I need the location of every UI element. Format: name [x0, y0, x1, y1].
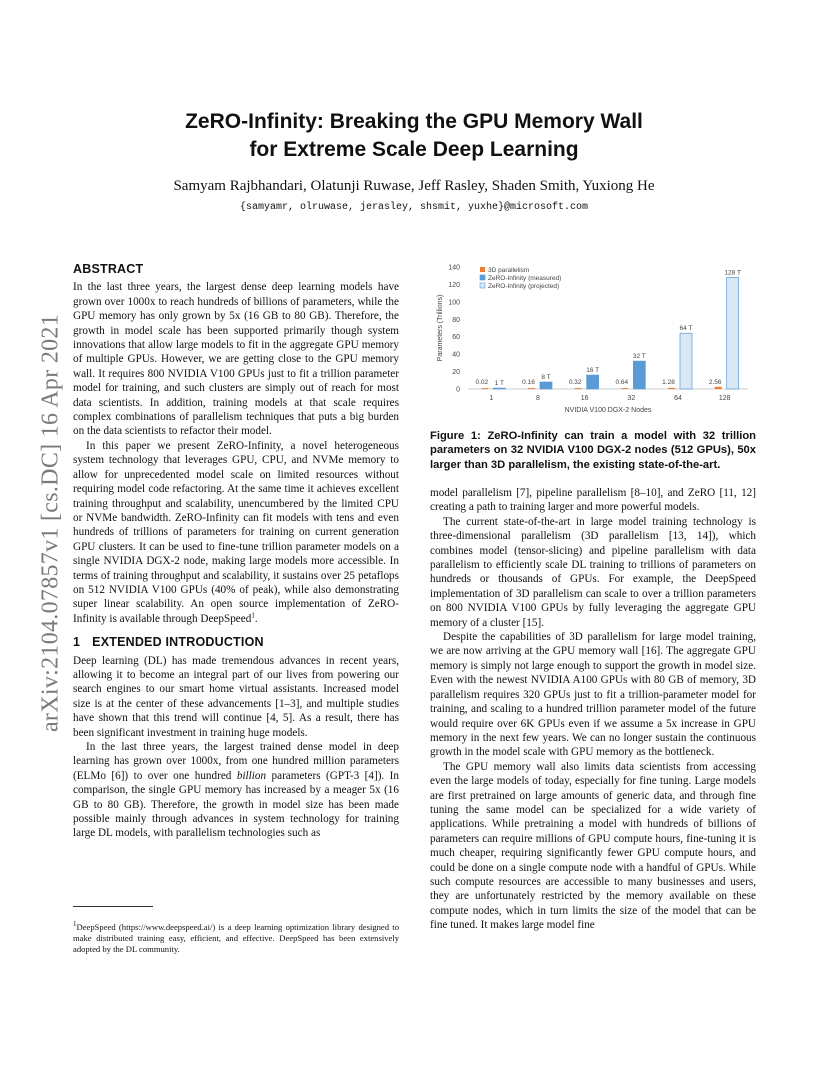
author-emails: {samyamr, olruwase, jerasley, shsmit, yuxhe}@microsoft.com [239, 202, 589, 213]
data-label: 0.16 [522, 379, 535, 386]
x-tick-label: 16 [580, 395, 589, 402]
x-tick-label: 64 [674, 395, 682, 402]
paper-title [0, 108, 828, 164]
abstract-heading: ABSTRACT [73, 262, 144, 276]
y-tick-label: 40 [452, 351, 460, 359]
intro-right-paragraph-3: Despite the capabilities of 3D parallelism for large model training, we are now arriving at the GPU memory wall [16]. The aggregate GPU memory is simply not large enough to support the growth in model size. Even with the newest NVIDIA A100 GPUs with 80 GB of memory, 3D parallelism requires 320 GPUs just to fit a trillion-parameter model for training, and scaling to a hundred trillion parameter model of the future would require over 6K GPUs even if we assume a 5x increase in GPU memory in the next few years. We can no longer sustain the continuous growth in the model scale with GPU memory as the bottleneck. [430, 631, 756, 759]
arxiv-stamp-text: arXiv:2104.07857v1 [cs.DC] 16 Apr 2021 [37, 313, 64, 732]
y-tick-label: 80 [452, 316, 460, 324]
data-label: 32 T [632, 353, 646, 361]
legend-label: ZeRO-Infinity (projected) [488, 283, 560, 290]
legend-swatch [480, 283, 485, 288]
section-title: EXTENDED INTRODUCTION [92, 635, 264, 650]
abstract-paragraph-2-text: In this paper we present ZeRO-Infinity, a novel heterogeneous system technology that leverages GPU, CPU, and NVMe memory to allow for unprecedented model scale on limited resources without requiring model code refactoring. At the same time it achieves excellent training throughput and scalability, unencumbered by the limited CPU or NVMe bandwidth. ZeRO-Infinity can fit models with tens and even hundreds of trillions of parameters for training on current generation GPU clusters. It can be used to fine-tune trillion parameter models on a single NVIDIA DGX-2 node, making large models more accessible. In terms of training throughput and scalability, it sustains over 25 petaflops on 512 NVIDIA V100 GPUs (40% of peak), while also demonstrating super linear scalability. An open source implementation of ZeRO-Infinity is available through DeepSpeed [73, 439, 399, 625]
y-axis-label: Parameters (Trillions) [437, 294, 444, 362]
y-tick-label: 60 [452, 334, 460, 342]
section-heading-intro [73, 635, 399, 649]
x-tick-label: 1 [489, 395, 494, 402]
data-label: 0.32 [568, 379, 582, 386]
footnote [73, 922, 399, 955]
bar [575, 388, 582, 389]
x-tick-label: 32 [627, 395, 636, 402]
bar [587, 375, 599, 389]
intro-paragraph-2 [73, 740, 399, 841]
arxiv-stamp [36, 285, 66, 760]
legend-swatch [480, 275, 485, 280]
legend-swatch [480, 267, 485, 272]
data-label: 8 T [541, 374, 551, 382]
intro-right-paragraph-1: model parallelism [7], pipeline parallelism [8–10], and ZeRO [11, 12] creating a path to training larger and more powerful models. [430, 487, 756, 514]
data-label: 0.64 [615, 379, 629, 386]
footnote-ref[interactable]: 1 [251, 611, 255, 620]
y-tick-label: 100 [448, 299, 460, 307]
intro-paragraph-2a: In the last three years, the largest trained dense model in deep learning has grown over 1000x, from one hundred million parameters (ELMo [6]) to over one hundred [73, 741, 399, 782]
data-label: 64 T [679, 325, 693, 333]
y-tick-label: 140 [448, 264, 460, 272]
x-tick-label: 8 [536, 395, 540, 402]
bar [633, 361, 645, 389]
intro-right-paragraph-4: The GPU memory wall also limits data scientists from accessing even the large models of today, especially for fine tuning. Large models are first pretrained on large amounts of generic data, and through fine tuning the same model can be specialized for a wide variety of applications. While pretraining a model with hundreds of billions of parameters can require millions of GPU compute hours, fine-tuning it is much cheaper, requiring significantly fewer GPU compute hours, and could be done on a single compute node with a handful of GPUs. While such compute resources are accessible to many businesses and users, they are unfortunately restricted by the memory available on these compute nodes, which in turn limits the size of the model that can be fine tuned. It makes large model fine [430, 760, 756, 932]
x-tick-label: 128 [718, 395, 731, 402]
bar [680, 333, 692, 389]
bar [493, 388, 505, 389]
y-tick-label: 120 [448, 281, 460, 289]
data-label: 16 T [586, 367, 600, 375]
bar [715, 387, 722, 389]
bar [528, 388, 535, 389]
bar [668, 388, 675, 389]
bar [481, 388, 488, 389]
data-label: 1.28 [662, 379, 675, 386]
authors: Samyam Rajbhandari, Olatunji Ruwase, Jeff Rasley, Shaden Smith, Yuxiong He [173, 178, 655, 194]
abstract-paragraph-2 [73, 439, 399, 626]
left-column [73, 262, 399, 841]
intro-paragraph-1: Deep learning (DL) has made tremendous advances in recent years, allowing it to become an integral part of our lives from powering our search engines to our smart home virtual assistants. Increased model size is at the center of these advancements [1–3], and multiple studies have shown that this trend will continue [4, 5]. As a result, there has been significant investment in training huge models. [73, 654, 399, 739]
bar [727, 277, 739, 389]
bar [621, 388, 628, 389]
abstract-paragraph-1: In the last three years, the largest dense deep learning models have grown over 1000x to reach hundreds of billions of parameters, while the GPU memory has only grown by 5x (16 GB to 80 GB). Therefore, the growth in model scale has been supported primarily though system innovations that allow large models to fit in the aggregate GPU memory of multiple GPUs. However, we are getting close to the GPU memory wall. It requires 800 NVIDIA V100 GPUs just to fit a trillion parameter model for training, and such clusters are simply out of reach for most data scientists. In addition, training models at that scale requires complex combinations of parallelism techniques that puts a big burden on the data scientists to refactor their model. [73, 281, 399, 438]
footnote-divider [73, 906, 153, 907]
section-number: 1 [73, 635, 81, 650]
legend-label: ZeRO-Infinity (measured) [488, 275, 562, 282]
data-label: 1 T [494, 380, 504, 388]
right-column [430, 486, 756, 933]
figure-1-chart [430, 258, 756, 428]
legend-label: 3D parallelism [488, 267, 530, 274]
footnote-text: DeepSpeed (https://www.deepspeed.ai/) is a deep learning optimization library designed to make distributed training easy, efficient, and effective. DeepSpeed has been extensively adopted by the DL community. [73, 922, 399, 954]
title-line-2: for Extreme Scale Deep Learning [249, 138, 579, 161]
abstract-paragraph-2-end: . [254, 612, 258, 625]
data-label: 2.56 [708, 379, 722, 386]
bar [540, 382, 552, 389]
x-axis-label: NVIDIA V100 DGX-2 Nodes [564, 407, 652, 414]
y-tick-label: 20 [452, 369, 460, 377]
figure-1-caption: Figure 1: ZeRO-Infinity can train a model with 32 trillion parameters on 32 NVIDIA V100 DGX-2 nodes (512 GPUs), 50x larger than 3D parallelism, the existing state-of-the-art. [430, 430, 756, 471]
intro-right-paragraph-2: The current state-of-the-art in large model training technology is three-dimensional parallelism (3D parallelism [13, 14]), which combines model (tensor-slicing) and pipeline parallelism with data parallelism to efficiently scale DL training to trillions of parameters on hundreds or thousands of GPUs. For example, the DeepSpeed implementation of 3D parallelism can scale to over a trillion parameters on 800 NVIDIA V100 GPUs by fully leveraging the aggregate GPU memory of a cluster [15]. [430, 515, 756, 629]
title-line-1: ZeRO-Infinity: Breaking the GPU Memory Wall [185, 110, 643, 133]
footnote-mark: 1 [73, 920, 77, 929]
intro-paragraph-2-emphasis: billion [236, 769, 267, 782]
y-tick-label: 0 [456, 386, 460, 394]
data-label: 128 T [724, 269, 741, 277]
data-label: 0.02 [475, 379, 489, 386]
intro-paragraph-2b: parameters (GPT-3 [4]). In comparison, the single GPU memory has increased by a meager 5x (16 GB to 80 GB). Therefore, the growth in model size has been made possible mainly through advances in system technology for training large DL models, with parallelism technologies such as [73, 769, 399, 840]
figure-1 [430, 258, 756, 428]
